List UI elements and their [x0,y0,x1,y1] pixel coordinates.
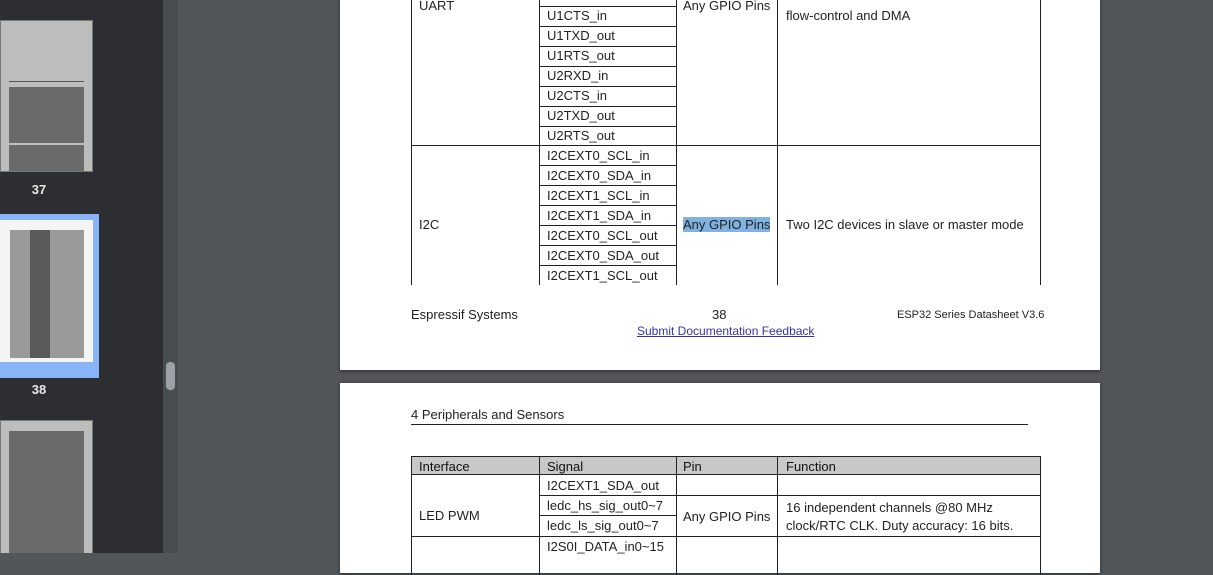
thumbnail-label-37: 37 [31,182,47,197]
thumbnail-label-38: 38 [31,382,47,397]
feedback-link[interactable]: Submit Documentation Feedback [637,324,815,338]
ledpwm-interface-cell: LED PWM [419,508,480,523]
footer-company: Espressif Systems [411,307,518,322]
signal-cell: U2TXD_out [547,108,615,123]
section-header: 4 Peripherals and Sensors [411,407,565,422]
splitter-handle[interactable] [166,362,175,390]
page-thumbnail-38[interactable] [0,220,93,362]
signal-cell: ledc_hs_sig_out0~7 [547,498,664,513]
i2c-interface-cell: I2C [419,217,440,232]
uart-pin-cell: Any GPIO Pins [683,0,771,13]
sidebar-splitter[interactable] [163,0,178,553]
thumbnail-sidebar [0,0,163,553]
document-page-39 [340,383,1100,573]
signal-cell: U2RTS_out [547,128,615,143]
uart-function-cell: flow-control and DMA [786,8,911,23]
document-page-38 [340,0,1100,370]
signal-cell: U1RTS_out [547,48,615,63]
header-pin: Pin [683,459,702,474]
footer-doc-title: ESP32 Series Datasheet V3.6 [897,309,1045,321]
signal-cell: I2S0I_DATA_in0~15 [547,539,664,554]
footer-page-number: 38 [712,307,727,322]
signal-cell: I2CEXT0_SCL_in [547,148,650,163]
ledpwm-function-line-1: 16 independent channels @80 MHz [786,500,993,515]
signal-cell: I2CEXT0_SCL_out [547,228,658,243]
header-interface: Interface [419,459,470,474]
header-signal: Signal [547,459,584,474]
signal-cell: I2CEXT0_SDA_in [547,168,652,183]
ledpwm-function-line-2: clock/RTC CLK. Duty accuracy: 16 bits. [786,518,1014,533]
signal-cell: U2CTS_in [547,88,607,103]
signal-cell: U1CTS_in [547,8,607,23]
signal-cell: I2CEXT1_SCL_in [547,188,650,203]
table-header-row [411,456,1041,475]
signal-cell: I2CEXT1_SCL_out [547,268,658,283]
ledpwm-pin-cell: Any GPIO Pins [683,509,771,524]
signal-cell: I2CEXT1_SDA_in [547,208,652,223]
signal-cell: U2RXD_in [547,68,609,83]
signal-cell: I2CEXT0_SDA_out [547,248,660,263]
page-thumbnail-39[interactable] [0,420,93,553]
page-thumbnail-37[interactable] [0,20,93,172]
i2c-function-cell: Two I2C devices in slave or master mode [786,217,1024,232]
header-function: Function [786,459,836,474]
signal-cell: I2CEXT1_SDA_out [547,478,660,493]
signal-cell: ledc_ls_sig_out0~7 [547,518,659,533]
i2c-pin-cell-highlighted[interactable]: Any GPIO Pins [683,217,771,232]
signal-cell: U1TXD_out [547,28,615,43]
uart-interface-cell: UART [419,0,455,13]
